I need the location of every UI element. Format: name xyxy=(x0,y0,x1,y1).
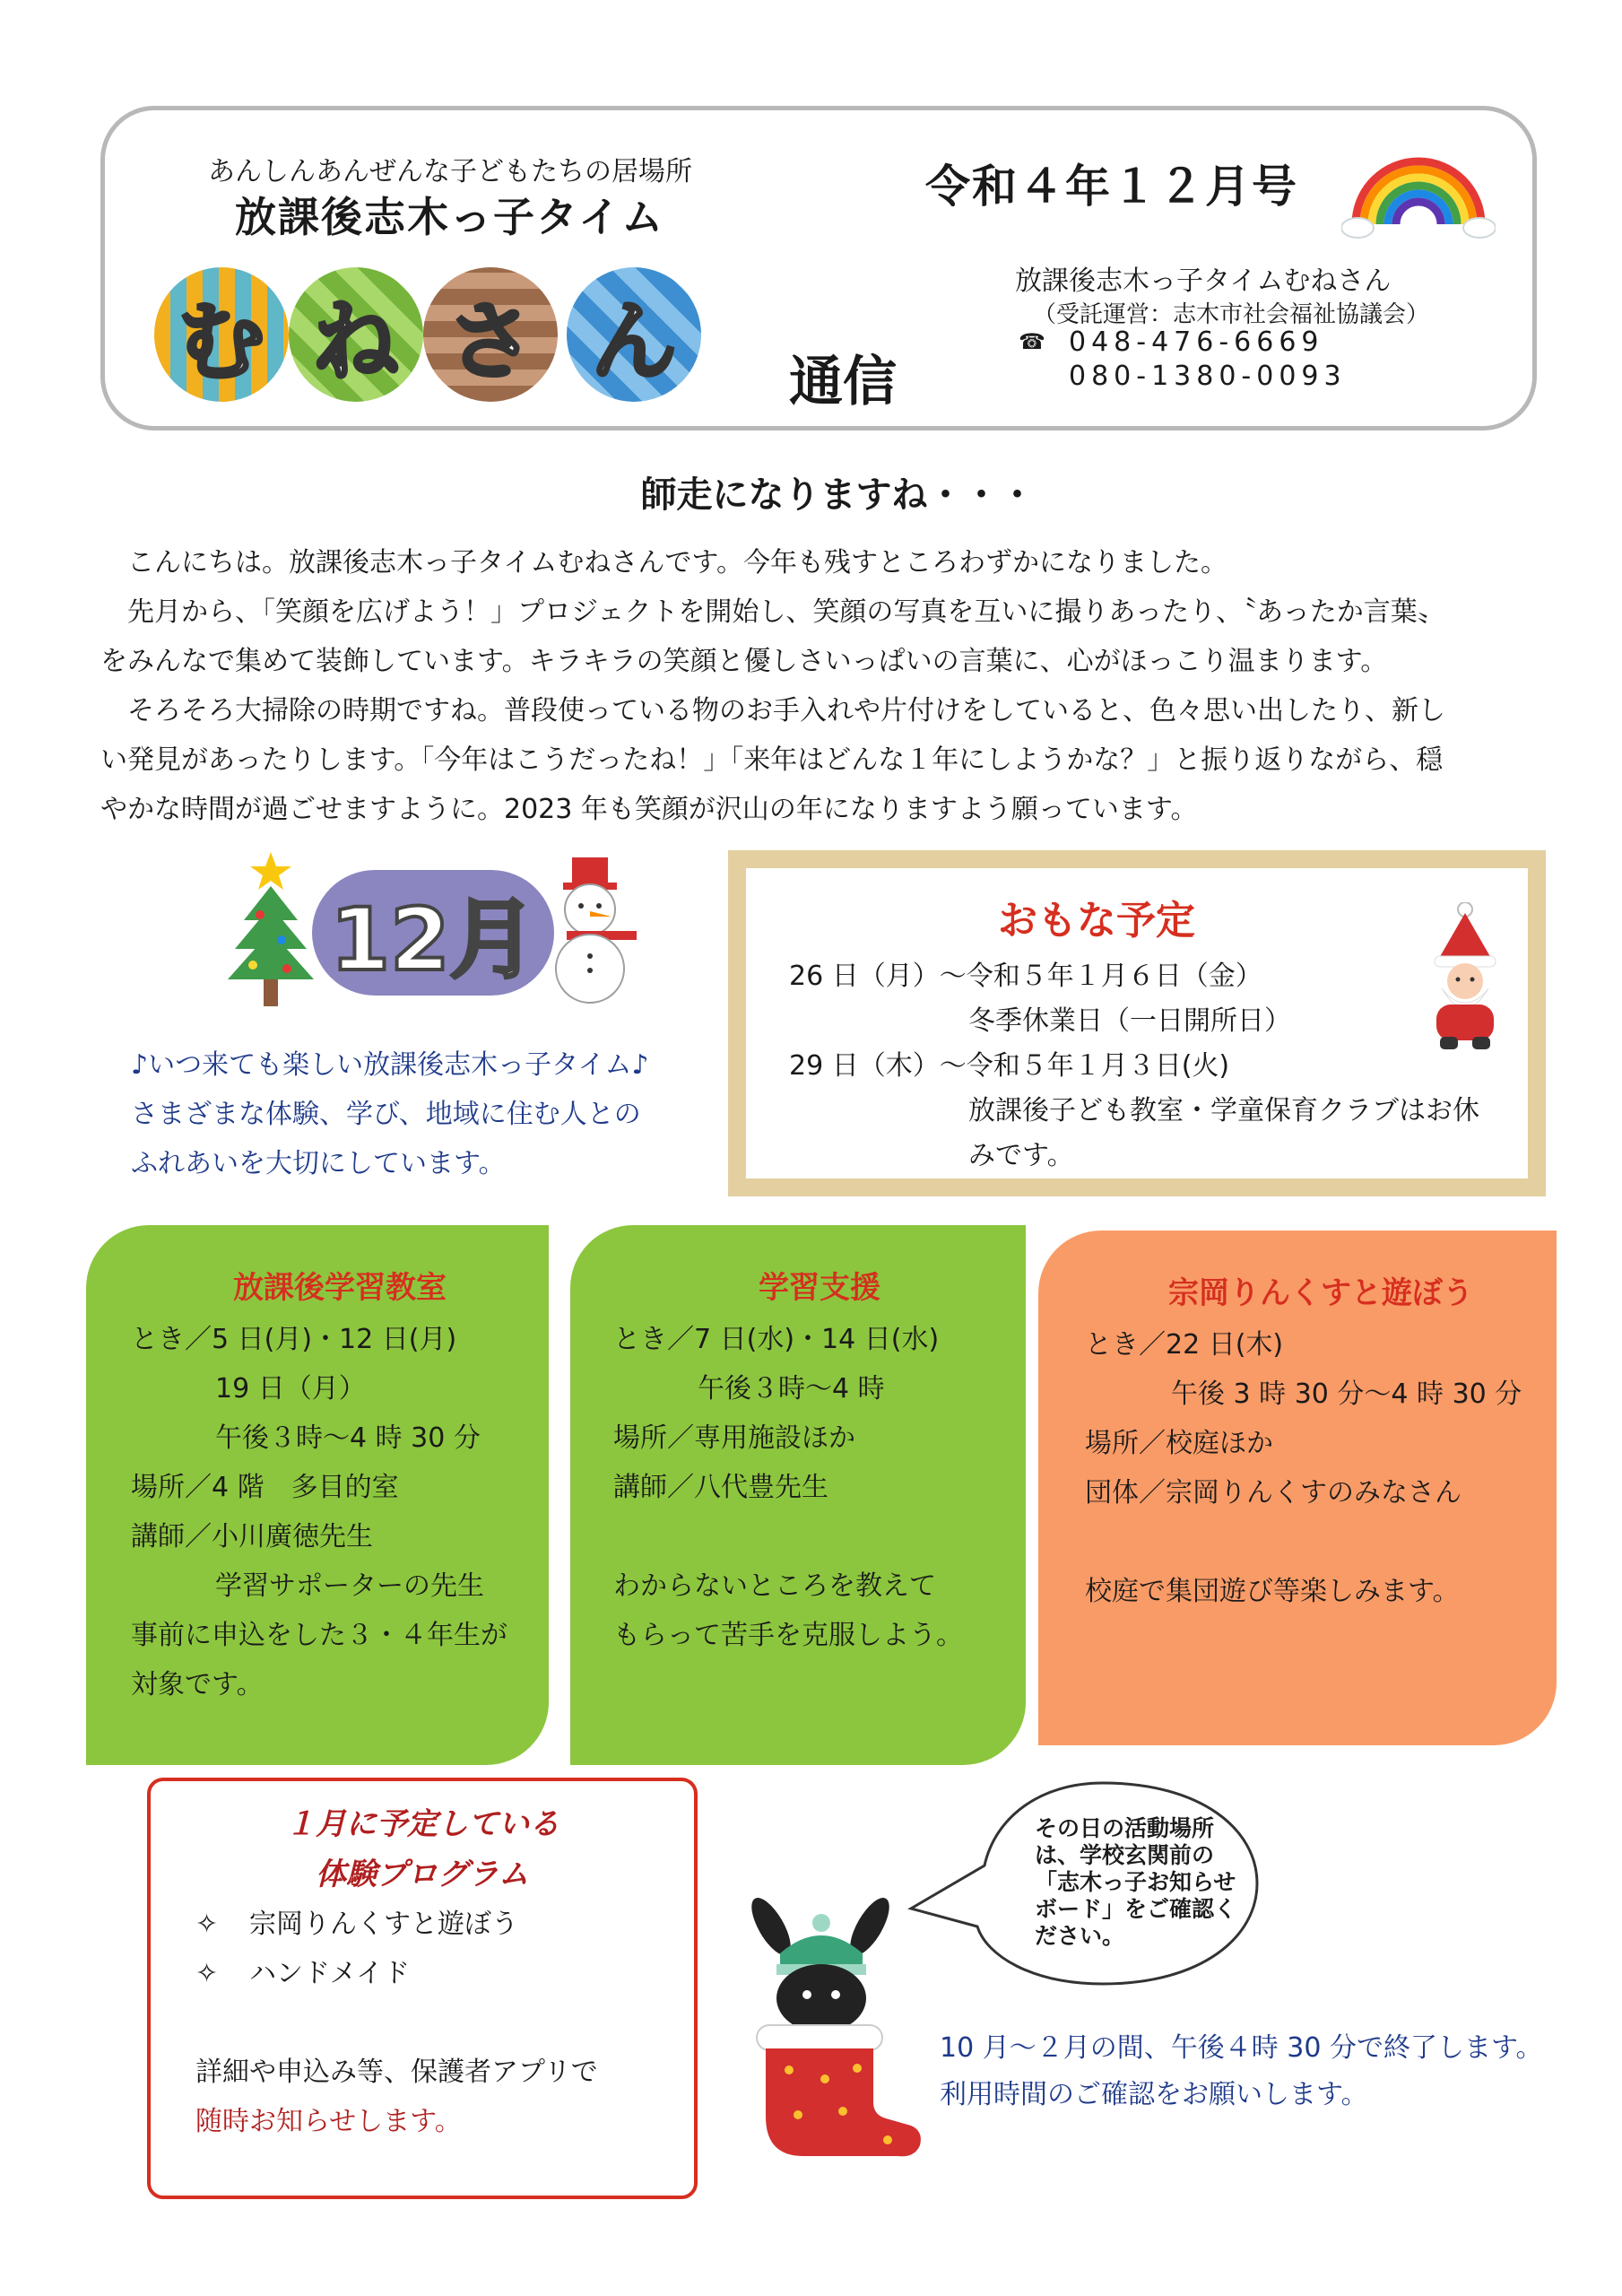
links-line: 午後 3 時 30 分～4 時 30 分 xyxy=(1171,1378,1522,1410)
org-operator: （受託運営：志木市社会福祉協議会） xyxy=(1033,301,1430,328)
schedule-row-2-detail-b: みです。 xyxy=(968,1140,1074,1171)
schedule-row-1-detail: 冬季休業日（一日開所日） xyxy=(968,1005,1291,1037)
greeting-paragraph-3a: そろそろ大掃除の時期ですね。普段使っている物のお手入れや片付けをしていると、色々思い出したり、新し xyxy=(127,695,1445,726)
support-line: わからないところを教えて xyxy=(613,1570,936,1602)
greeting-paragraph-2b: をみんなで集めて装飾しています。キラキラの笑顔と優しさいっぱいの言葉に、心がほっこり温まります。 xyxy=(100,646,1388,677)
org-name: 放課後志木っ子タイムむねさん xyxy=(1015,265,1392,297)
links-line: 校庭で集団遊び等楽しみます。 xyxy=(1085,1576,1460,1607)
study-support-title: 学習支援 xyxy=(759,1270,880,1306)
january-program-box xyxy=(147,1778,698,2199)
title-char-sa: さ xyxy=(423,267,558,402)
snowman-icon xyxy=(536,854,644,1006)
january-title-1: １月に予定している xyxy=(285,1806,559,1842)
sparkle-icon: ✧ xyxy=(195,1958,219,1989)
speech-bubble-text xyxy=(1035,1815,1250,1950)
study-line: 午後３時～4 時 30 分 xyxy=(215,1422,481,1454)
study-line: とき／5 日(月)・12 日(月) xyxy=(131,1324,457,1355)
bubble-line: ボード」をご確認く xyxy=(1035,1896,1237,1922)
links-line: 団体／宗岡りんくすのみなさん xyxy=(1085,1477,1462,1509)
links-play-title: 宗岡りんくすと遊ぼう xyxy=(1168,1275,1473,1311)
notice-line-1: 10 月～２月の間、午後４時 30 分で終了します。 xyxy=(940,2032,1543,2064)
study-class-box xyxy=(86,1225,549,1765)
bubble-line: 「志木っ子お知らせ xyxy=(1035,1869,1236,1895)
january-note-2: 随時お知らせします。 xyxy=(195,2106,462,2137)
support-line: とき／7 日(水)・14 日(水) xyxy=(613,1324,940,1355)
christmas-tree-icon xyxy=(224,850,317,1008)
january-item xyxy=(195,1900,694,1949)
study-line: 場所／4 階 多目的室 xyxy=(131,1472,399,1503)
support-line: もらって苦手を克服しよう。 xyxy=(613,1620,963,1651)
study-support-box xyxy=(570,1225,1026,1765)
schedule-row-1: 26 日（月）～令和５年１月６日（金） xyxy=(789,961,1262,992)
greeting-paragraph-2a: 先月から、「笑顔を広げよう！」プロジェクトを開始し、笑顔の写真を互いに撮りあったり、〝あったか言葉〟 xyxy=(127,596,1444,628)
rabbit-in-stocking-icon xyxy=(735,1891,932,2160)
rainbow-icon xyxy=(1341,135,1496,242)
notice-line-2: 利用時間のご確認をお願いします。 xyxy=(940,2079,1368,2110)
schedule-body xyxy=(789,954,1479,1178)
study-line: 19 日（月） xyxy=(215,1373,366,1405)
sparkle-icon: ✧ xyxy=(195,1909,219,1940)
motto-line-1: ♪いつ来ても楽しい放課後志木っ子タイム♪ xyxy=(131,1049,649,1081)
bubble-line: その日の活動場所 xyxy=(1035,1815,1215,1841)
title-char-ne: ね xyxy=(289,267,423,402)
title-char-n: ん xyxy=(567,267,701,402)
greeting-title xyxy=(0,466,1622,517)
support-line: 場所／専用施設ほか xyxy=(613,1422,855,1454)
motto-line-3: ふれあいを大切にしています。 xyxy=(131,1148,506,1179)
january-item-label: 宗岡りんくすと遊ぼう xyxy=(249,1909,518,1940)
study-line: 事前に申込をした３・４年生が xyxy=(131,1620,507,1651)
issue-date: 令和４年１２月号 xyxy=(925,161,1298,213)
bubble-line: ださい。 xyxy=(1035,1923,1125,1949)
santa-icon xyxy=(1415,902,1514,1053)
january-item-label: ハンドメイド xyxy=(249,1958,411,1989)
study-class-title: 放課後学習教室 xyxy=(233,1270,447,1306)
greeting-paragraph-3b: い発見があったりします。「今年はこうだったね！」「来年はどんな１年にしようかな？」と振り返りながら、穏 xyxy=(100,744,1444,776)
schedule-title: おもな予定 xyxy=(998,898,1195,944)
greeting-paragraph-3c: やかな時間が過ごせますように。2023 年も笑顔が沢山の年になりますよう願っています。 xyxy=(100,794,1198,825)
phone-number-1: 048-476-6669 xyxy=(1069,326,1324,358)
tagline: あんしんあんぜんな子どもたちの居場所 xyxy=(208,156,692,187)
greeting-body xyxy=(100,538,1535,834)
month-badge: 12月 xyxy=(312,870,554,996)
links-play-box xyxy=(1038,1231,1557,1745)
schedule-frame xyxy=(728,850,1546,1196)
phone-icon: ☎ xyxy=(1019,329,1045,354)
greeting-paragraph-1: こんにちは。放課後志木っ子タイムむねさんです。今年も残すところわずかになりました。 xyxy=(127,547,1227,578)
bubble-line: は、学校玄関前の xyxy=(1035,1842,1215,1868)
schedule-row-2-detail-a: 放課後子ども教室・学童保育クラブはお休 xyxy=(968,1095,1479,1126)
closing-time-notice xyxy=(940,2025,1543,2118)
title-suffix: 通信 xyxy=(789,351,897,413)
motto-line-2: さまざまな体験、学び、地域に住む人との xyxy=(131,1099,641,1130)
january-item xyxy=(195,1949,694,1998)
schedule-panel xyxy=(746,868,1528,1178)
greeting-title-dots: ・・・ xyxy=(927,474,1036,516)
support-line: 午後３時～4 時 xyxy=(698,1373,885,1405)
january-title-2: 体験プログラム xyxy=(316,1857,529,1892)
program-name: 放課後志木っ子タイム xyxy=(235,193,665,241)
links-line: とき／22 日(木) xyxy=(1085,1329,1284,1361)
motto xyxy=(131,1040,723,1188)
january-note-1: 詳細や申込み等、保護者アプリで xyxy=(195,2057,598,2088)
title-char-mu: む xyxy=(154,267,289,402)
greeting-title-text: 師走になりますね xyxy=(640,474,928,516)
schedule-row-2: 29 日（木）～令和５年１月３日(火) xyxy=(789,1050,1230,1082)
support-line: 講師／八代豊先生 xyxy=(613,1472,828,1503)
study-line: 学習サポーターの先生 xyxy=(215,1570,484,1602)
links-line: 場所／校庭ほか xyxy=(1085,1428,1273,1459)
study-line: 対象です。 xyxy=(131,1669,264,1700)
study-line: 講師／小川廣徳先生 xyxy=(131,1521,373,1552)
phone-number-2: 080-1380-0093 xyxy=(1069,361,1347,392)
